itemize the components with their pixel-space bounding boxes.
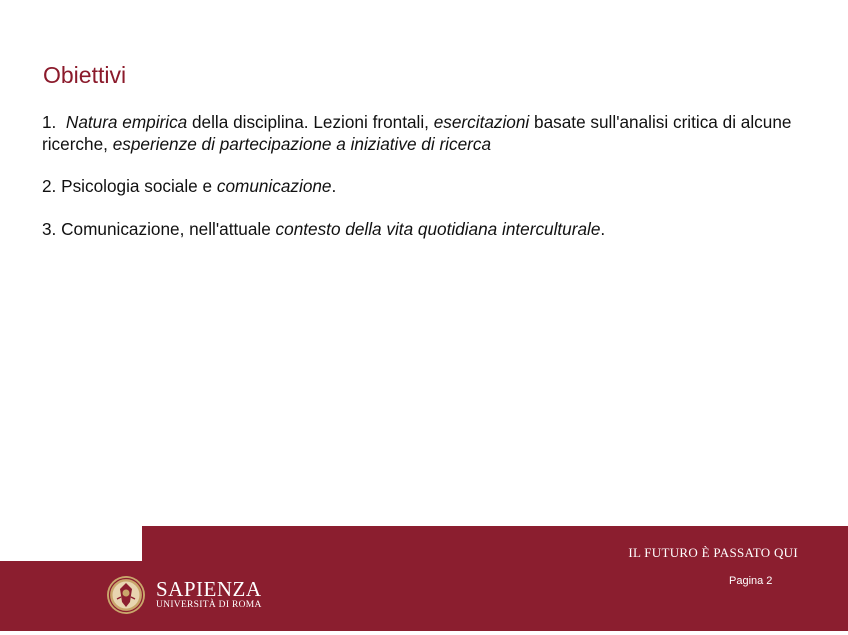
point-2-prefix: 2. Psicologia sociale e — [42, 176, 217, 196]
bottom-line — [0, 631, 848, 635]
point-1-italic-c: esercitazioni — [433, 112, 530, 132]
point-1-text-d: basate sull'analisi critica di alcune ricerche, — [42, 112, 792, 154]
university-seal-icon — [106, 574, 146, 616]
point-3-prefix: 3. Comunicazione, nell'attuale — [42, 218, 276, 239]
point-1-italic-a: Natura empirica — [65, 112, 188, 132]
point-1-number: 1. — [42, 112, 57, 132]
page-number: Pagina 2 — [729, 575, 773, 587]
point-1-text-b: della disciplina. Lezioni frontali, — [187, 112, 434, 132]
point-2-suffix: . — [331, 176, 337, 196]
logo-text — [156, 579, 262, 611]
point-2 — [42, 176, 802, 198]
slide-body — [42, 112, 802, 261]
point-3 — [42, 219, 802, 241]
point-3-italic: contesto della vita quotidiana interculturale — [275, 218, 601, 239]
slide-title: Obiettivi — [43, 62, 127, 88]
logo-name: SAPIENZA — [156, 577, 262, 601]
logo-subtitle: UNIVERSITÀ DI ROMA — [156, 600, 262, 610]
footer-motto: IL FUTURO È PASSATO QUI — [628, 545, 798, 560]
point-2-italic: comunicazione — [216, 176, 332, 196]
point-1-italic-e: esperienze di partecipazione a iniziative di ricerca — [112, 133, 492, 154]
point-1 — [42, 112, 802, 155]
sapienza-logo — [106, 573, 262, 617]
point-3-suffix: . — [600, 218, 606, 239]
